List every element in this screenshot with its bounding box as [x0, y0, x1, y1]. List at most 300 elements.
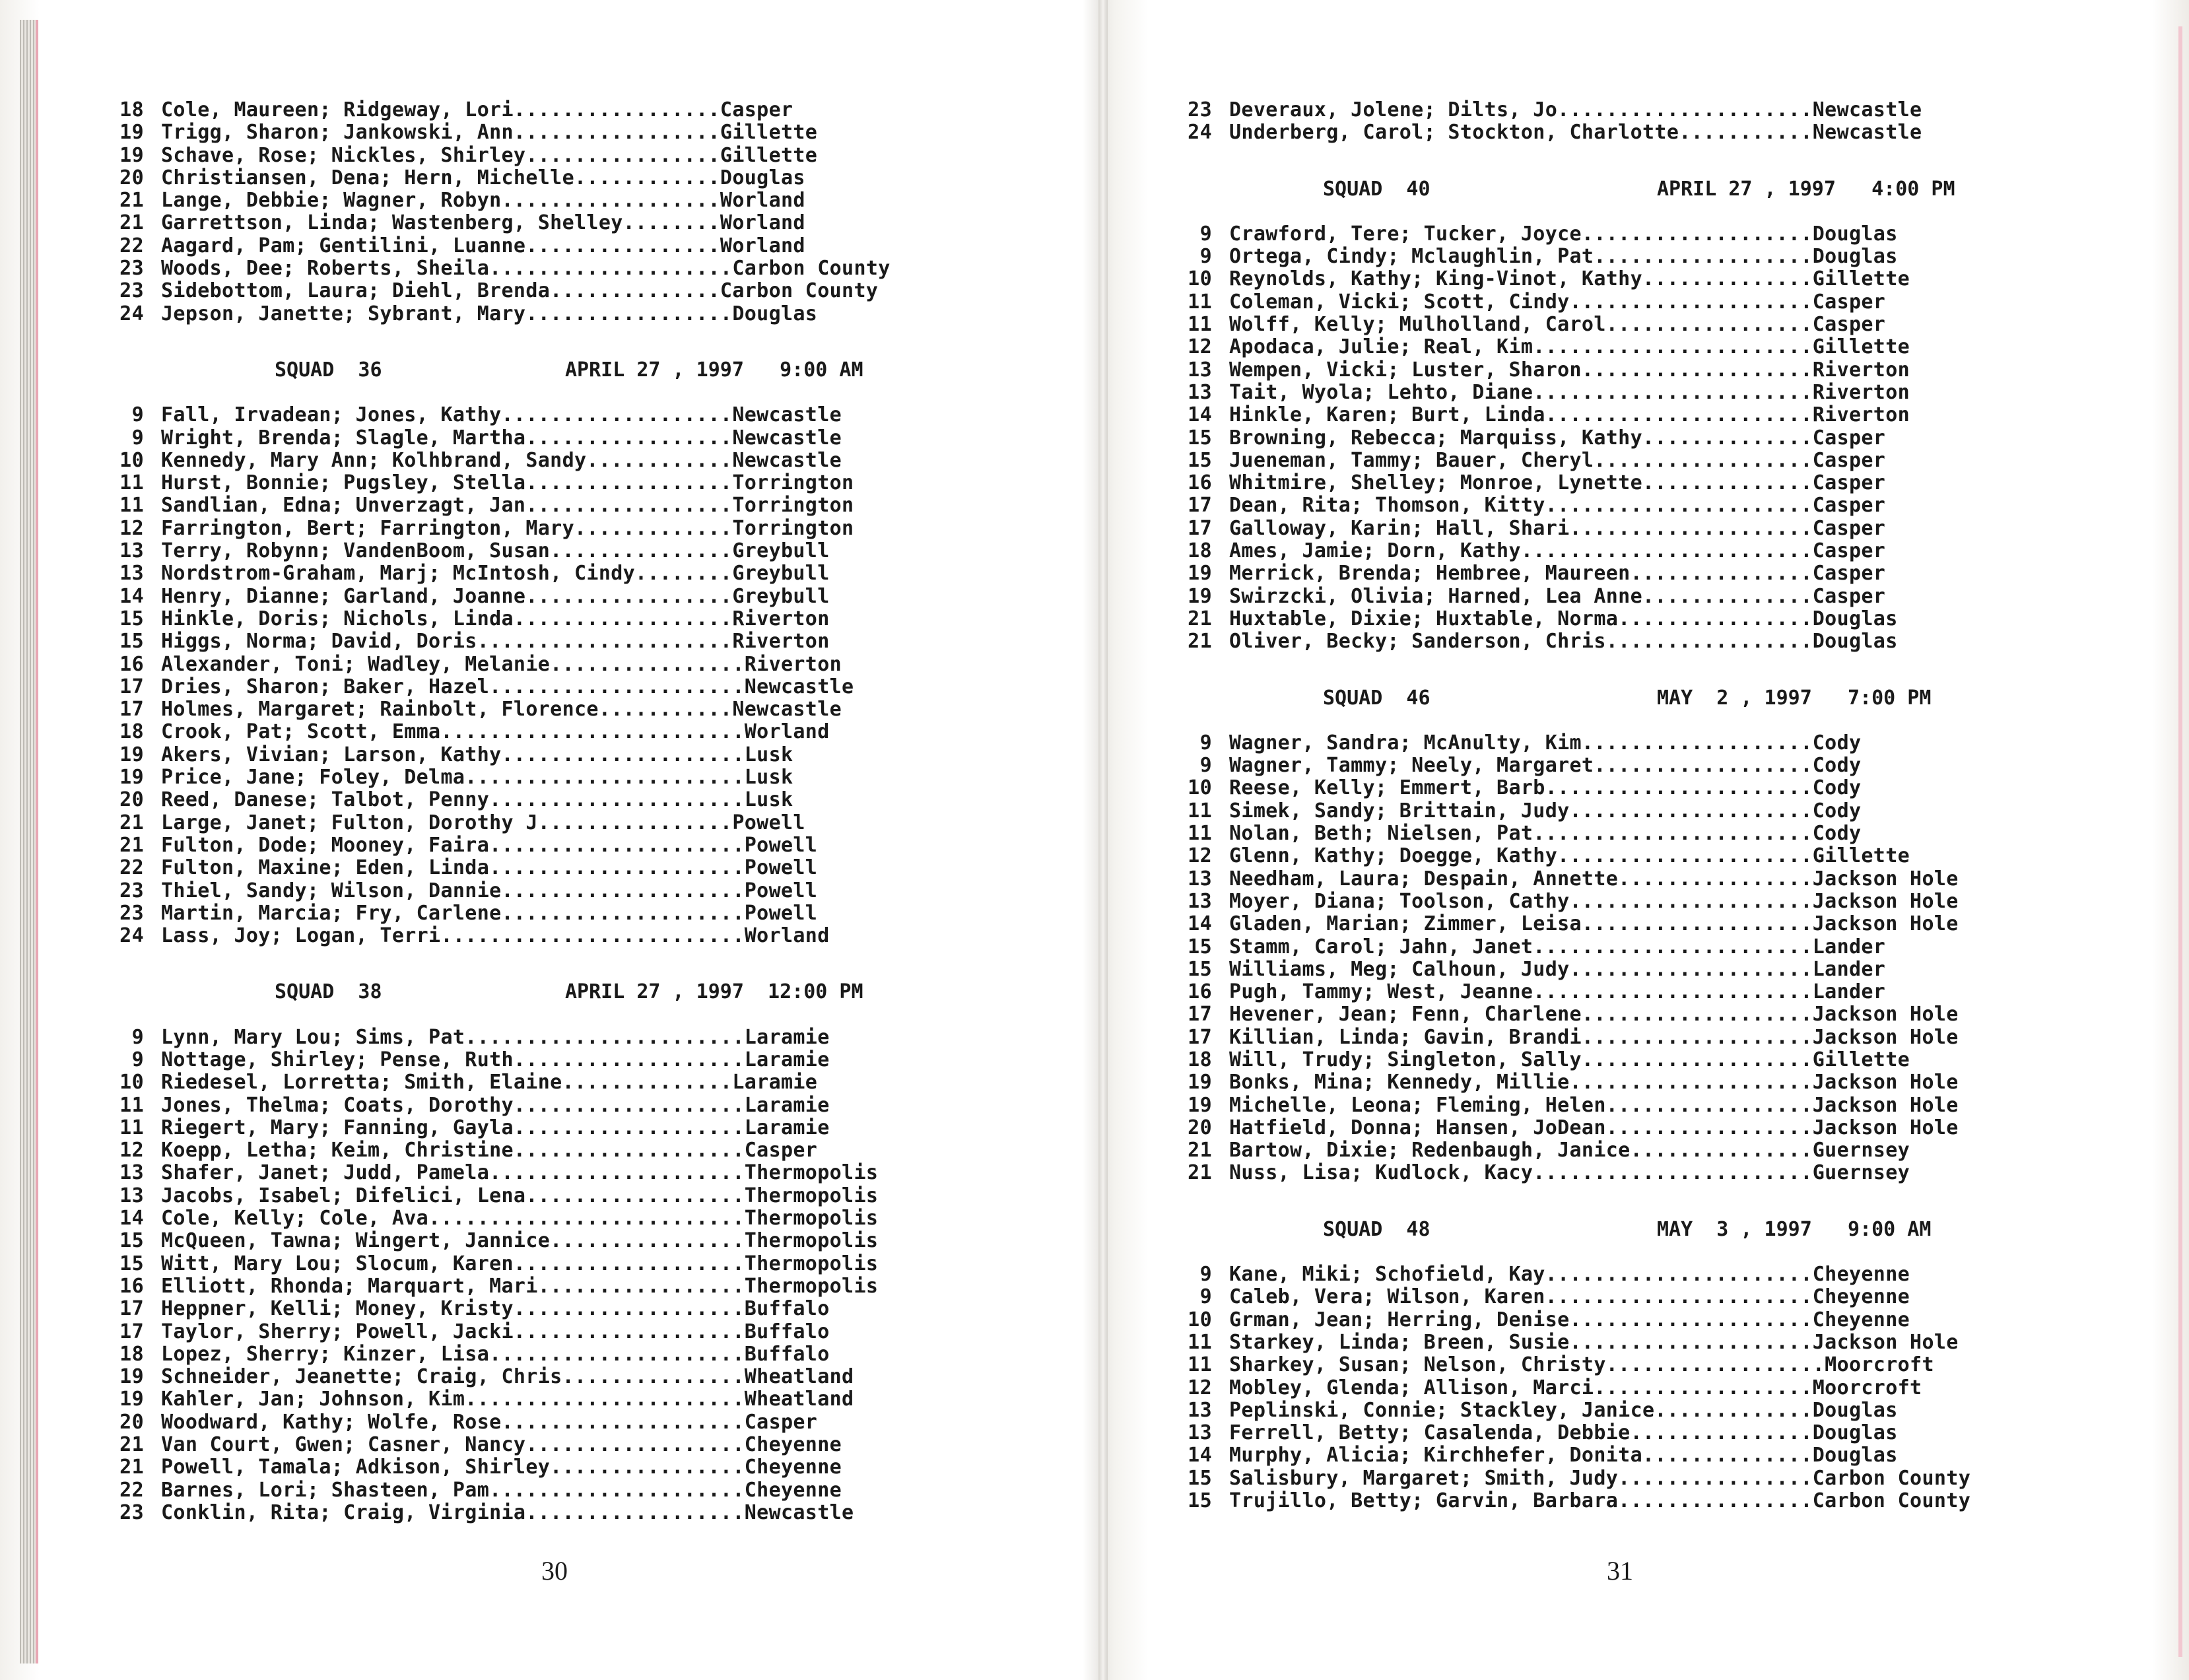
- entry-row: [106, 698, 1069, 721]
- entry-row: [1174, 494, 2144, 517]
- entry-names-and-town: Galloway, Karin; Hall, Shari....................Casper: [1229, 516, 1886, 540]
- entry-names-and-town: Cole, Maureen; Ridgeway, Lori.................Casper: [161, 98, 793, 121]
- entry-row: [1174, 427, 2144, 450]
- entry-row: [106, 1049, 1069, 1071]
- entry-handicap-number: 13: [119, 1184, 144, 1207]
- entry-handicap-number: 24: [119, 302, 144, 325]
- entry-handicap-number: 11: [119, 471, 144, 495]
- entry-row: [106, 404, 1069, 426]
- entry-row: [1174, 382, 2144, 404]
- squad-label: SQUAD 38: [275, 980, 382, 1004]
- entry-names-and-town: Shafer, Janet; Judd, Pamela.....................Thermopolis: [161, 1161, 879, 1185]
- entry-names-and-town: Van Court, Gwen; Casner, Nancy..................Cheyenne: [161, 1433, 842, 1457]
- entry-row: [106, 212, 1069, 234]
- entry-row: [1174, 1117, 2144, 1139]
- entry-names-and-town: Ortega, Cindy; Mclaughlin, Pat..................Douglas: [1229, 245, 1898, 269]
- entry-handicap-number: 14: [1188, 1444, 1212, 1467]
- entry-row: [1174, 1377, 2144, 1399]
- entry-handicap-number: 21: [119, 1456, 144, 1479]
- entry-handicap-number: 11: [1188, 290, 1212, 314]
- right-page: [1174, 99, 2144, 1512]
- entry-row: [1174, 562, 2144, 585]
- entry-row: [1174, 314, 2144, 336]
- entry-names-and-town: Christiansen, Dena; Hern, Michelle............Douglas: [161, 166, 805, 189]
- entry-row: [1174, 450, 2144, 472]
- entry-handicap-number: 15: [1188, 448, 1212, 472]
- entry-handicap-number: 19: [1188, 584, 1212, 608]
- entry-names-and-town: Cole, Kelly; Cole, Ava..........................Thermopolis: [161, 1207, 879, 1230]
- entry-names-and-town: Caleb, Vera; Wilson, Karen......................Cheyenne: [1229, 1285, 1910, 1309]
- entry-names-and-town: Witt, Mary Lou; Slocum, Karen...................Thermopolis: [161, 1252, 879, 1275]
- entry-row: [106, 1479, 1069, 1502]
- entry-names-and-town: Grman, Jean; Herring, Denise....................Cheyenne: [1229, 1308, 1910, 1331]
- entry-row: [1174, 99, 2144, 121]
- entry-handicap-number: 15: [1188, 426, 1212, 450]
- entry-names-and-town: Oliver, Becky; Sanderson, Chris.................Douglas: [1229, 630, 1898, 654]
- entry-row: [106, 518, 1069, 540]
- entry-names-and-town: Elliott, Rhonda; Marquart, Mari.................Thermopolis: [161, 1274, 879, 1298]
- entry-row: [1174, 981, 2144, 1003]
- entry-row: [106, 450, 1069, 472]
- entry-names-and-town: Schave, Rose; Nickles, Shirley................Gillette: [161, 143, 818, 167]
- entry-row: [106, 1434, 1069, 1456]
- entry-handicap-number: 13: [119, 539, 144, 563]
- entry-row: [106, 1502, 1069, 1524]
- entry-names-and-town: Fall, Irvadean; Jones, Kathy...................Newcastle: [161, 403, 842, 427]
- squad-date-time: APRIL 27 , 1997 4:00 PM: [1657, 177, 1955, 201]
- entry-row: [1174, 1444, 2144, 1467]
- entry-names-and-town: Will, Trudy; Singleton, Sally...................Gillette: [1229, 1048, 1910, 1071]
- squad-date-time: MAY 3 , 1997 9:00 AM: [1657, 1217, 1932, 1241]
- entry-names-and-town: Trujillo, Betty; Garvin, Barbara................Carbon County: [1229, 1489, 1971, 1513]
- entry-names-and-town: Taylor, Sherry; Powell, Jacki...................Buffalo: [161, 1320, 830, 1343]
- entry-handicap-number: 19: [119, 766, 144, 790]
- entry-names-and-town: Kennedy, Mary Ann; Kolhbrand, Sandy............Newcastle: [161, 448, 842, 472]
- entry-row: [1174, 845, 2144, 867]
- entry-row: [106, 494, 1069, 517]
- entry-handicap-number: 17: [119, 1320, 144, 1343]
- entry-row: [1174, 732, 2144, 755]
- entry-handicap-number: 12: [119, 1139, 144, 1162]
- entry-handicap-number: 13: [1188, 889, 1212, 913]
- entry-row: [106, 121, 1069, 144]
- entry-handicap-number: 14: [119, 1207, 144, 1230]
- entry-names-and-town: Killian, Linda; Gavin, Brandi...................Jackson Hole: [1229, 1025, 1959, 1049]
- entry-names-and-town: McQueen, Tawna; Wingert, Jannice................Thermopolis: [161, 1229, 879, 1253]
- entry-row: [1174, 890, 2144, 913]
- entry-names-and-town: Schneider, Jeanette; Craig, Chris...............Wheatland: [161, 1365, 854, 1389]
- entry-row: [1174, 823, 2144, 845]
- entry-handicap-number: 19: [119, 121, 144, 145]
- entry-handicap-number: 15: [1188, 935, 1212, 958]
- entry-names-and-town: Starkey, Linda; Breen, Susie....................Jackson Hole: [1229, 1330, 1959, 1354]
- entry-row: [1174, 755, 2144, 777]
- entry-handicap-number: 19: [119, 143, 144, 167]
- squad-heading: [1174, 687, 2144, 710]
- entry-handicap-number: 15: [119, 1229, 144, 1253]
- entry-names-and-town: Bartow, Dixie; Redenbaugh, Janice...............Guernsey: [1229, 1139, 1910, 1162]
- entry-names-and-town: Koepp, Letha; Keim, Christine...................Casper: [161, 1139, 818, 1162]
- entry-row: [1174, 1467, 2144, 1490]
- entry-handicap-number: 9: [1199, 1263, 1212, 1287]
- entry-names-and-town: Hinkle, Doris; Nichols, Linda..................Riverton: [161, 607, 830, 630]
- entry-handicap-number: 9: [131, 1025, 144, 1049]
- entry-names-and-town: Tait, Wyola; Lehto, Diane.......................Riverton: [1229, 380, 1910, 404]
- entry-row: [1174, 586, 2144, 608]
- entry-names-and-town: Sidebottom, Laura; Diehl, Brenda..............Carbon County: [161, 279, 879, 303]
- entry-row: [106, 235, 1069, 257]
- entry-names-and-town: Huxtable, Dixie; Huxtable, Norma................Douglas: [1229, 607, 1898, 630]
- entry-handicap-number: 9: [131, 403, 144, 427]
- squad-heading: [1174, 178, 2144, 201]
- entry-row: [106, 608, 1069, 630]
- entry-handicap-number: 17: [1188, 516, 1212, 540]
- entry-handicap-number: 15: [119, 1252, 144, 1275]
- entry-names-and-town: Browning, Rebecca; Marquiss, Kathy..............Casper: [1229, 426, 1886, 450]
- entry-handicap-number: 11: [119, 1093, 144, 1117]
- squad-label: SQUAD 46: [1323, 686, 1431, 710]
- entry-handicap-number: 13: [1188, 358, 1212, 382]
- entry-row: [106, 1139, 1069, 1162]
- entry-names-and-town: Wolff, Kelly; Mulholland, Carol.................Casper: [1229, 313, 1886, 337]
- entry-row: [106, 99, 1069, 121]
- entry-handicap-number: 21: [1188, 1161, 1212, 1185]
- entry-row: [1174, 246, 2144, 268]
- entry-row: [106, 902, 1069, 925]
- entry-row: [106, 721, 1069, 743]
- entry-names-and-town: Ferrell, Betty; Casalenda, Debbie...............Douglas: [1229, 1421, 1898, 1445]
- entry-names-and-town: Kahler, Jan; Johnson, Kim.......................Wheatland: [161, 1388, 854, 1411]
- entry-row: [1174, 1003, 2144, 1026]
- entry-names-and-town: Peplinski, Connie; Stackley, Janice.............Douglas: [1229, 1398, 1898, 1422]
- entry-handicap-number: 23: [119, 879, 144, 902]
- entry-handicap-number: 9: [131, 426, 144, 450]
- entry-row: [106, 789, 1069, 811]
- entry-names-and-town: Aagard, Pam; Gentilini, Luanne................Worland: [161, 234, 805, 257]
- entry-names-and-town: Thiel, Sandy; Wilson, Dannie....................Powell: [161, 879, 818, 902]
- entry-handicap-number: 15: [119, 630, 144, 654]
- entry-handicap-number: 16: [1188, 980, 1212, 1004]
- entry-names-and-town: Kane, Miki; Schofield, Kay......................Cheyenne: [1229, 1263, 1910, 1287]
- entry-names-and-town: Whitmire, Shelley; Monroe, Lynette..............Casper: [1229, 471, 1886, 495]
- entry-row: [1174, 359, 2144, 382]
- entry-row: [1174, 291, 2144, 314]
- page-number-right: 31: [1607, 1556, 1633, 1586]
- entry-handicap-number: 9: [1199, 245, 1212, 269]
- entry-names-and-town: Wempen, Vicki; Luster, Sharon...................Riverton: [1229, 358, 1910, 382]
- entry-names-and-town: Lynn, Mary Lou; Sims, Pat.......................Laramie: [161, 1025, 830, 1049]
- entry-handicap-number: 21: [1188, 607, 1212, 630]
- entry-handicap-number: 17: [119, 1297, 144, 1321]
- entry-names-and-town: Alexander, Toni; Wadley, Melanie................Riverton: [161, 652, 842, 676]
- entry-row: [106, 280, 1069, 302]
- entry-row: [106, 257, 1069, 280]
- entry-handicap-number: 10: [1188, 776, 1212, 800]
- entry-handicap-number: 24: [119, 924, 144, 948]
- entry-names-and-town: Ames, Jamie; Dorn, Kathy........................Casper: [1229, 539, 1886, 563]
- squad-heading: [106, 359, 1069, 382]
- entry-handicap-number: 24: [1188, 121, 1212, 145]
- entry-handicap-number: 22: [119, 856, 144, 880]
- entry-row: [1174, 1331, 2144, 1354]
- entry-handicap-number: 21: [119, 833, 144, 857]
- entry-names-and-town: Lange, Debbie; Wagner, Robyn..................Worland: [161, 189, 805, 213]
- entry-handicap-number: 11: [1188, 822, 1212, 846]
- entry-row: [1174, 336, 2144, 358]
- entry-row: [106, 744, 1069, 766]
- entry-handicap-number: 11: [1188, 1353, 1212, 1377]
- entry-handicap-number: 23: [119, 279, 144, 303]
- entry-handicap-number: 11: [1188, 1330, 1212, 1354]
- squad-date-time: MAY 2 , 1997 7:00 PM: [1657, 686, 1932, 710]
- left-page: [106, 99, 1069, 1524]
- entry-row: [1174, 1422, 2144, 1444]
- entry-handicap-number: 12: [119, 516, 144, 540]
- entry-names-and-town: Needham, Laura; Despain, Annette................Jackson Hole: [1229, 867, 1959, 890]
- entry-handicap-number: 18: [119, 720, 144, 744]
- entry-row: [106, 1366, 1069, 1388]
- entry-names-and-town: Akers, Vivian; Larson, Kathy....................Lusk: [161, 743, 793, 766]
- entry-names-and-town: Dean, Rita; Thomson, Kitty......................Casper: [1229, 494, 1886, 518]
- entry-row: [106, 562, 1069, 585]
- entry-names-and-town: Crawford, Tere; Tucker, Joyce...................Douglas: [1229, 222, 1898, 246]
- entry-row: [1174, 936, 2144, 958]
- entry-names-and-town: Jacobs, Isabel; Difelici, Lena..................Thermopolis: [161, 1184, 879, 1207]
- entry-handicap-number: 19: [119, 1365, 144, 1389]
- entry-names-and-town: Reed, Danese; Talbot, Penny.....................Lusk: [161, 788, 793, 812]
- entry-names-and-town: Lopez, Sherry; Kinzer, Lisa.....................Buffalo: [161, 1342, 830, 1366]
- entry-handicap-number: 16: [1188, 471, 1212, 495]
- entry-names-and-town: Nolan, Beth; Nielsen, Pat.......................Cody: [1229, 822, 1862, 846]
- entry-handicap-number: 10: [1188, 267, 1212, 291]
- entry-row: [1174, 630, 2144, 653]
- entry-handicap-number: 12: [1188, 335, 1212, 359]
- entry-names-and-town: Merrick, Brenda; Hembree, Maureen...............Casper: [1229, 562, 1886, 586]
- entry-row: [106, 1343, 1069, 1366]
- entry-names-and-town: Powell, Tamala; Adkison, Shirley................Cheyenne: [161, 1456, 842, 1479]
- entry-handicap-number: 13: [1188, 1421, 1212, 1445]
- entry-row: [106, 1298, 1069, 1320]
- entry-names-and-town: Wagner, Sandra; McAnulty, Kim...................Cody: [1229, 731, 1862, 755]
- entry-row: [106, 1456, 1069, 1479]
- page-number-left: 30: [541, 1556, 568, 1586]
- entry-handicap-number: 9: [1199, 1285, 1212, 1309]
- entry-row: [1174, 1309, 2144, 1331]
- entry-names-and-town: Michelle, Leona; Fleming, Helen.................Jackson Hole: [1229, 1093, 1959, 1117]
- entry-row: [106, 1321, 1069, 1343]
- entry-row: [1174, 518, 2144, 540]
- squad-heading: [106, 981, 1069, 1003]
- entry-handicap-number: 11: [1188, 313, 1212, 337]
- entry-row: [1174, 1399, 2144, 1422]
- entry-names-and-town: Nuss, Lisa; Kudlock, Kacy.......................Guernsey: [1229, 1161, 1910, 1185]
- entry-names-and-town: Crook, Pat; Scott, Emma.........................Worland: [161, 720, 830, 744]
- entry-row: [106, 1275, 1069, 1298]
- entry-names-and-town: Barnes, Lori; Shasteen, Pam.....................Cheyenne: [161, 1478, 842, 1502]
- entry-row: [106, 1207, 1069, 1230]
- entry-row: [106, 145, 1069, 167]
- entry-row: [1174, 958, 2144, 981]
- entry-handicap-number: 9: [1199, 222, 1212, 246]
- entry-row: [1174, 540, 2144, 562]
- entry-row: [106, 540, 1069, 562]
- entry-names-and-town: Price, Jane; Foley, Delma.......................Lusk: [161, 766, 793, 790]
- entry-handicap-number: 11: [119, 494, 144, 518]
- entry-names-and-town: Jepson, Janette; Sybrant, Mary.................Douglas: [161, 302, 818, 325]
- entry-handicap-number: 19: [1188, 562, 1212, 586]
- entry-names-and-town: Henry, Dianne; Garland, Joanne.................Greybull: [161, 584, 830, 608]
- entry-row: [106, 303, 1069, 325]
- entry-handicap-number: 12: [1188, 1376, 1212, 1399]
- entry-handicap-number: 11: [119, 1116, 144, 1139]
- entry-row: [1174, 1490, 2144, 1512]
- entry-names-and-town: Garrettson, Linda; Wastenberg, Shelley........Worland: [161, 211, 805, 235]
- entry-names-and-town: Salisbury, Margaret; Smith, Judy................Carbon County: [1229, 1466, 1971, 1490]
- entry-names-and-town: Wagner, Tammy; Neely, Margaret..................Cody: [1229, 754, 1862, 778]
- entry-names-and-town: Lass, Joy; Logan, Terri.........................Worland: [161, 924, 830, 948]
- entry-row: [106, 676, 1069, 698]
- entry-names-and-town: Sharkey, Susan; Nelson, Christy..................Moorcroft: [1229, 1353, 1934, 1377]
- entry-row: [106, 925, 1069, 947]
- entry-handicap-number: 21: [119, 811, 144, 834]
- entry-row: [1174, 1049, 2144, 1071]
- squad-label: SQUAD 40: [1323, 177, 1431, 201]
- entry-row: [1174, 1354, 2144, 1376]
- entry-row: [106, 1162, 1069, 1184]
- entry-handicap-number: 20: [1188, 1116, 1212, 1139]
- book-gutter: [1098, 0, 1108, 1680]
- entry-row: [106, 834, 1069, 857]
- entry-row: [1174, 1263, 2144, 1286]
- entry-names-and-town: Pugh, Tammy; West, Jeanne.......................Lander: [1229, 980, 1886, 1004]
- entry-names-and-town: Nottage, Shirley; Pense, Ruth...................Laramie: [161, 1048, 830, 1071]
- entry-handicap-number: 21: [1188, 630, 1212, 654]
- entry-handicap-number: 9: [1199, 754, 1212, 778]
- squad-label: SQUAD 36: [275, 358, 382, 382]
- entry-handicap-number: 22: [119, 234, 144, 257]
- entry-row: [1174, 404, 2144, 426]
- entry-row: [1174, 223, 2144, 246]
- entry-handicap-number: 22: [119, 1478, 144, 1502]
- entry-row: [106, 1026, 1069, 1049]
- entry-names-and-town: Large, Janet; Fulton, Dorothy J................Powell: [161, 811, 805, 834]
- entry-row: [1174, 472, 2144, 494]
- entry-row: [106, 630, 1069, 653]
- entry-handicap-number: 15: [1188, 957, 1212, 981]
- entry-names-and-town: Sandlian, Edna; Unverzagt, Jan.................Torrington: [161, 494, 854, 518]
- entry-names-and-town: Glenn, Kathy; Doegge, Kathy.....................Gillette: [1229, 844, 1910, 868]
- entry-names-and-town: Nordstrom-Graham, Marj; McIntosh, Cindy........Greybull: [161, 562, 830, 586]
- entry-names-and-town: Williams, Meg; Calhoun, Judy....................Lander: [1229, 957, 1886, 981]
- squad-date-time: APRIL 27 , 1997 9:00 AM: [565, 358, 863, 382]
- entry-handicap-number: 14: [1188, 403, 1212, 427]
- entry-handicap-number: 23: [119, 901, 144, 925]
- entry-row: [106, 766, 1069, 789]
- entry-handicap-number: 9: [1199, 731, 1212, 755]
- entry-handicap-number: 19: [1188, 1093, 1212, 1117]
- entry-names-and-town: Hatfield, Donna; Hansen, JoDean.................Jackson Hole: [1229, 1116, 1959, 1139]
- entry-names-and-town: Simek, Sandy; Brittain, Judy....................Cody: [1229, 799, 1862, 823]
- entry-handicap-number: 16: [119, 1274, 144, 1298]
- entry-row: [106, 880, 1069, 902]
- entry-names-and-town: Hevener, Jean; Fenn, Charlene...................Jackson Hole: [1229, 1003, 1959, 1026]
- entry-handicap-number: 10: [119, 448, 144, 472]
- entry-row: [1174, 121, 2144, 144]
- entry-row: [106, 1230, 1069, 1252]
- entry-handicap-number: 17: [1188, 1025, 1212, 1049]
- entry-handicap-number: 13: [119, 562, 144, 586]
- entry-names-and-town: Jones, Thelma; Coats, Dorothy...................Laramie: [161, 1093, 830, 1117]
- entry-handicap-number: 13: [1188, 1398, 1212, 1422]
- entry-handicap-number: 21: [1188, 1139, 1212, 1162]
- entry-names-and-town: Apodaca, Julie; Real, Kim.......................Gillette: [1229, 335, 1910, 359]
- entry-row: [1174, 1026, 2144, 1049]
- entry-handicap-number: 17: [1188, 1003, 1212, 1026]
- entry-handicap-number: 13: [1188, 867, 1212, 890]
- entry-names-and-town: Holmes, Margaret; Rainbolt, Florence...........Newcastle: [161, 698, 842, 722]
- entry-row: [106, 1253, 1069, 1275]
- entry-names-and-town: Farrington, Bert; Farrington, Mary.............Torrington: [161, 516, 854, 540]
- page-edge-right: [2178, 26, 2182, 1657]
- entry-names-and-town: Reynolds, Kathy; King-Vinot, Kathy..............Gillette: [1229, 267, 1910, 291]
- entry-names-and-town: Higgs, Norma; David, Doris.....................Riverton: [161, 630, 830, 654]
- entry-names-and-town: Gladen, Marian; Zimmer, Leisa...................Jackson Hole: [1229, 912, 1959, 936]
- entry-handicap-number: 20: [119, 166, 144, 189]
- entry-names-and-town: Woods, Dee; Roberts, Sheila....................Carbon County: [161, 257, 891, 281]
- entry-handicap-number: 18: [119, 98, 144, 121]
- entry-handicap-number: 20: [119, 788, 144, 812]
- entry-handicap-number: 14: [119, 584, 144, 608]
- entry-handicap-number: 15: [119, 607, 144, 630]
- entry-handicap-number: 13: [119, 1161, 144, 1185]
- entry-handicap-number: 21: [119, 1433, 144, 1457]
- entry-handicap-number: 9: [131, 1048, 144, 1071]
- entry-handicap-number: 17: [119, 675, 144, 698]
- entry-names-and-town: Deveraux, Jolene; Dilts, Jo.....................Newcastle: [1229, 98, 1922, 121]
- entry-names-and-town: Hurst, Bonnie; Pugsley, Stella.................Torrington: [161, 471, 854, 495]
- entry-handicap-number: 15: [1188, 1466, 1212, 1490]
- entry-handicap-number: 19: [1188, 1071, 1212, 1094]
- entry-row: [1174, 1139, 2144, 1162]
- entry-row: [106, 167, 1069, 189]
- entry-handicap-number: 17: [119, 698, 144, 722]
- entry-handicap-number: 15: [1188, 1489, 1212, 1513]
- entry-handicap-number: 17: [1188, 494, 1212, 518]
- entry-handicap-number: 16: [119, 652, 144, 676]
- entry-row: [106, 857, 1069, 879]
- entry-handicap-number: 23: [119, 1500, 144, 1524]
- squad-date-time: APRIL 27 , 1997 12:00 PM: [565, 980, 863, 1004]
- entry-row: [1174, 777, 2144, 799]
- entry-handicap-number: 11: [1188, 799, 1212, 823]
- entry-handicap-number: 19: [119, 743, 144, 766]
- entry-names-and-town: Bonks, Mina; Kennedy, Millie....................Jackson Hole: [1229, 1071, 1959, 1094]
- entry-row: [1174, 1162, 2144, 1184]
- entry-names-and-town: Moyer, Diana; Toolson, Cathy....................Jackson Hole: [1229, 889, 1959, 913]
- entry-names-and-town: Fulton, Maxine; Eden, Linda.....................Powell: [161, 856, 818, 880]
- entry-handicap-number: 21: [119, 189, 144, 213]
- entry-row: [106, 812, 1069, 834]
- entry-row: [1174, 1286, 2144, 1308]
- squad-label: SQUAD 48: [1323, 1217, 1431, 1241]
- entry-names-and-town: Hinkle, Karen; Burt, Linda......................Riverton: [1229, 403, 1910, 427]
- squad-heading: [1174, 1219, 2144, 1241]
- entry-names-and-town: Dries, Sharon; Baker, Hazel.....................Newcastle: [161, 675, 854, 698]
- entry-row: [106, 1094, 1069, 1117]
- entry-handicap-number: 18: [1188, 1048, 1212, 1071]
- page-edges: [20, 20, 38, 1663]
- entry-handicap-number: 23: [1188, 98, 1212, 121]
